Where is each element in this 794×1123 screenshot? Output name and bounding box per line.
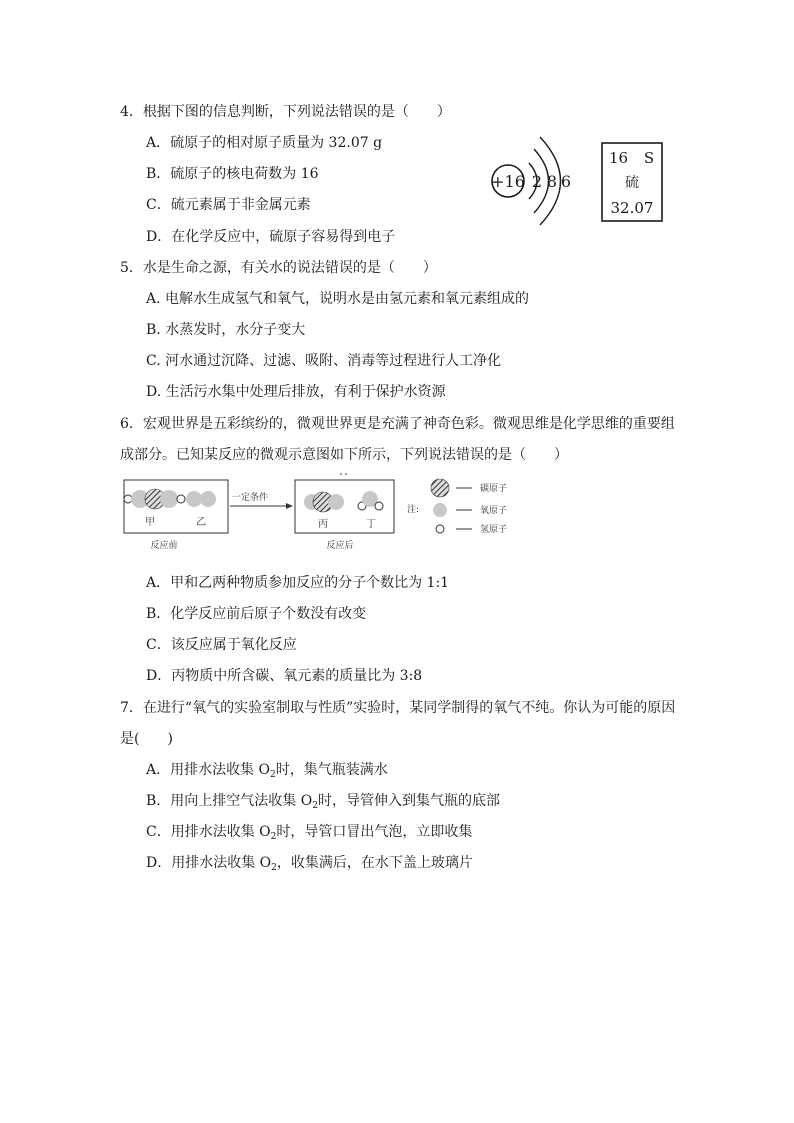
hydrogen-atom (375, 502, 383, 510)
label-jia: 甲 (145, 517, 155, 528)
stray-dot (340, 473, 342, 475)
q7-option-a-pre: A．用排水法收集 O (146, 762, 271, 778)
legend-oxygen-swatch (433, 503, 447, 517)
sulfur-atom-diagram (483, 133, 583, 228)
q7-option-d (146, 853, 473, 878)
stray-dot (345, 473, 347, 475)
q6-option-d: D．丙物质中所含碳、氧元素的质量比为 3:8 (146, 668, 423, 684)
q7-option-c-sub: 2 (270, 832, 277, 842)
atomic-number: 16 (609, 149, 629, 167)
q5-option-a: A. 电解水生成氢气和氧气，说明水是由氢元素和氧元素组成的 (146, 291, 530, 307)
q6-option-b: B．化学反应前后原子个数没有改变 (146, 606, 367, 622)
q5-stem: 5．水是生命之源，有关水的说法错误的是（ ） (120, 260, 437, 276)
q4-option-b: B．硫原子的核电荷数为 16 (146, 166, 319, 182)
q7-option-b-pre: B．用向上排空气法收集 O (146, 793, 313, 809)
q7-option-d-sub: 2 (271, 863, 277, 873)
element-symbol: S (643, 149, 655, 167)
q7-option-b-sub: 2 (312, 801, 318, 811)
label-bing: 丙 (318, 519, 328, 530)
q7-option-b (146, 791, 500, 816)
legend-note: 注: (407, 505, 420, 515)
shell-electrons-1: 2 (531, 172, 543, 191)
q7-stem-line1: 7．在进行“氧气的实验室制取与性质”实验时，某同学制得的氧气不纯。你认为可能的原因 (120, 700, 676, 716)
element-card (601, 142, 663, 222)
q7-stem-line2: 是( ) (120, 731, 173, 747)
q7-option-b-post: 时，导管伸入到集气瓶的底部 (317, 793, 500, 809)
q7-option-a (146, 760, 388, 785)
element-name: 硫 (625, 175, 639, 191)
shell-electrons-2: 8 (546, 172, 558, 191)
label-yi: 乙 (196, 517, 206, 528)
q4-option-c: C．硫元素属于非金属元素 (146, 197, 311, 213)
q7-option-c (146, 822, 472, 847)
oxygen-atom (160, 490, 178, 508)
q4-option-d: D．在化学反应中，硫原子容易得到电子 (146, 229, 396, 245)
oxygen-atom (186, 491, 202, 507)
q4-stem: 4．根据下图的信息判断，下列说法错误的是（ ） (120, 104, 451, 120)
hydrogen-atom (177, 495, 185, 503)
oxygen-atom (328, 494, 344, 510)
label-after: 反应后 (326, 541, 354, 551)
reaction-condition: 一定条件 (231, 493, 269, 503)
q5-option-b: B. 水蒸发时，水分子变大 (146, 322, 306, 338)
q7-option-d-pre: D．用排水法收集 O (146, 855, 272, 871)
q7-option-c-post: 时，导管口冒出气泡，立即收集 (276, 824, 473, 840)
atomic-mass: 32.07 (610, 199, 654, 217)
hydrogen-atom (124, 495, 132, 503)
legend-hydrogen-swatch (436, 525, 444, 533)
label-before: 反应前 (150, 541, 178, 551)
q7-option-d-post: ，收集满后，在水下盖上玻璃片 (276, 855, 473, 871)
legend-oxygen: 氧原子 (480, 506, 508, 516)
reaction-arrow-head (286, 503, 293, 509)
q6-stem-line2: 成部分。已知某反应的微观示意图如下所示，下列说法错误的是（ ） (120, 447, 568, 463)
nucleus-charge: +16 (491, 172, 525, 191)
q5-option-d: D. 生活污水集中处理后排放，有利于保护水资源 (146, 384, 446, 400)
q6-stem-line1: 6．宏观世界是五彩缤纷的，微观世界更是充满了神奇色彩。微观思维是化学思维的重要组 (120, 416, 675, 432)
legend-hydrogen: 氢原子 (480, 525, 508, 535)
q6-option-c: C．该反应属于氧化反应 (146, 637, 297, 653)
q7-option-a-sub: 2 (270, 770, 276, 780)
label-ding: 丁 (366, 519, 376, 530)
q6-option-a: A．甲和乙两种物质参加反应的分子个数比为 1:1 (146, 575, 450, 591)
q7-option-c-pre: C．用排水法收集 O (146, 824, 271, 840)
reaction-diagram (118, 470, 538, 552)
q4-option-a: A．硫原子的相对原子质量为 32.07 g (146, 135, 383, 151)
shell-electrons-3: 6 (560, 172, 572, 191)
oxygen-atom (200, 491, 216, 507)
legend-carbon: 碳原子 (480, 484, 508, 494)
q7-option-a-post: 时，集气瓶装满水 (275, 762, 388, 778)
q5-option-c: C. 河水通过沉降、过滤、吸附、消毒等过程进行人工净化 (146, 353, 502, 369)
legend-carbon-swatch (431, 479, 449, 497)
